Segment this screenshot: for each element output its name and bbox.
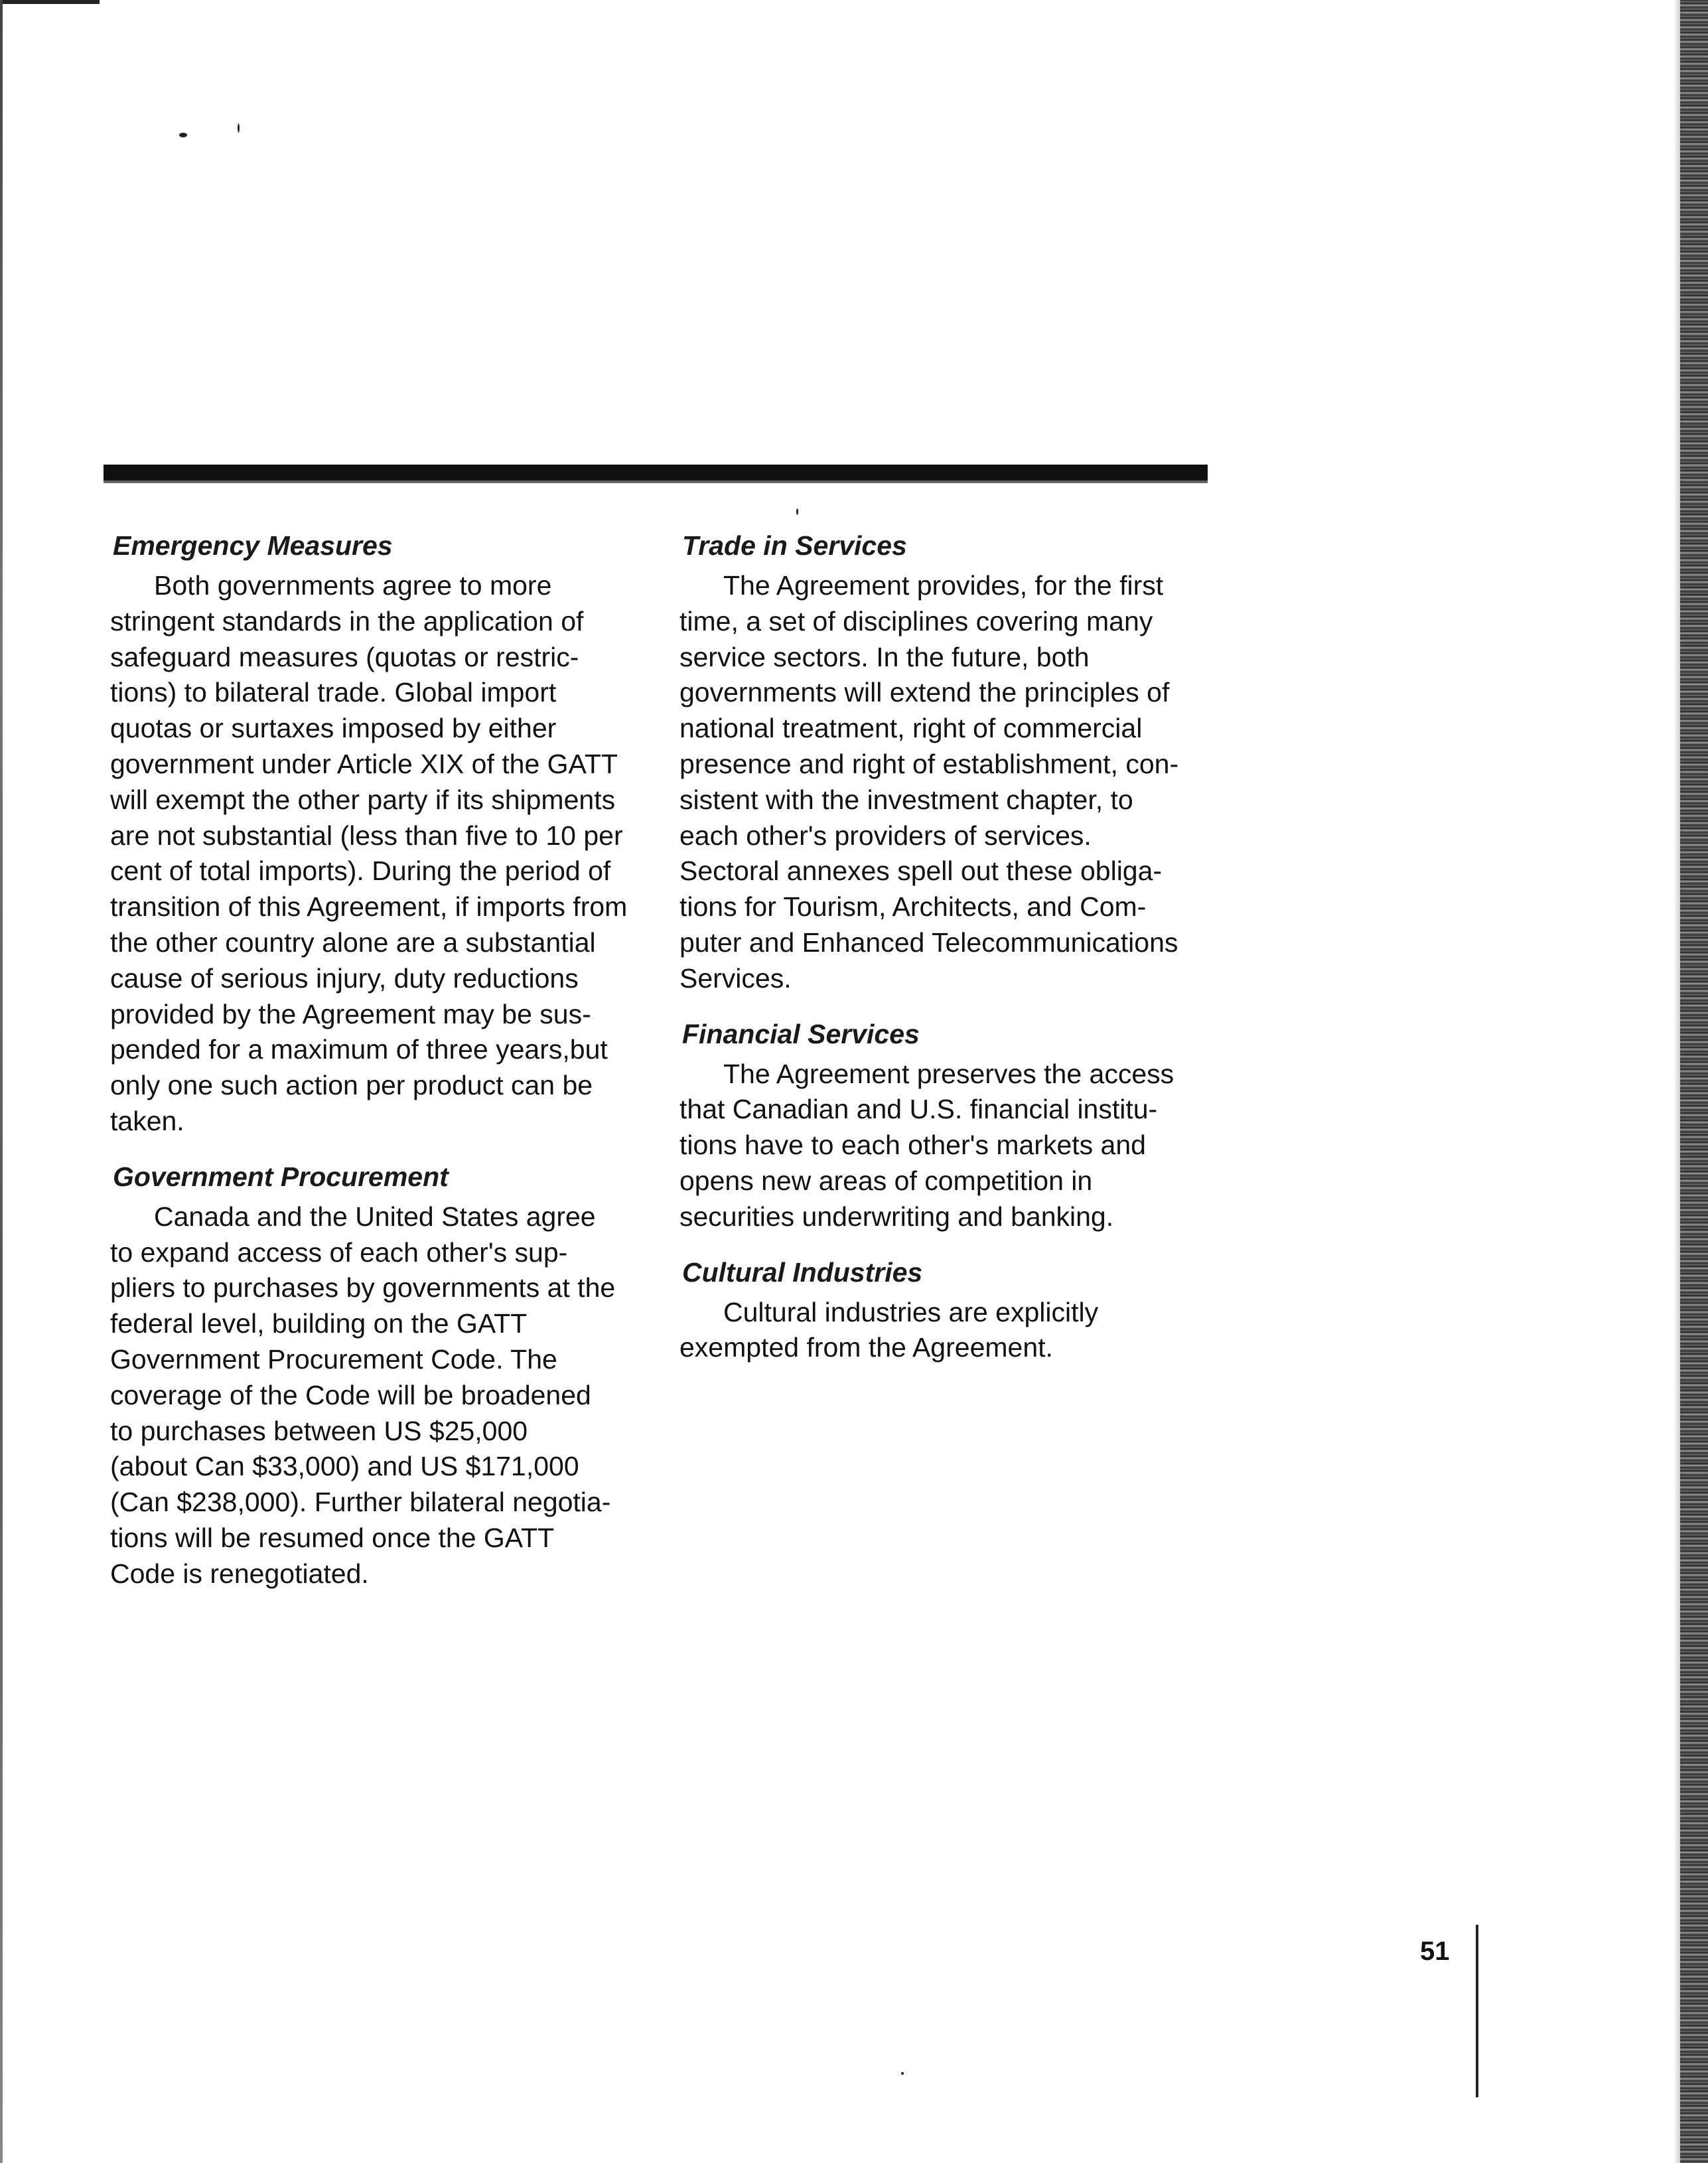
- scan-speck: [901, 2072, 904, 2075]
- section-government-procurement: [110, 1159, 654, 1592]
- scan-edge-shadow: [1673, 0, 1680, 2163]
- section-cultural-industries: [679, 1255, 1210, 1367]
- section-emergency-measures: [110, 528, 654, 1140]
- page-number-bar: [1476, 1925, 1478, 2097]
- scan-edge-left: [0, 0, 3, 2163]
- section-trade-in-services: [679, 528, 1210, 997]
- scan-speck: [796, 508, 798, 515]
- scan-speck: [238, 123, 240, 133]
- section-heading: Cultural Industries: [682, 1256, 923, 1288]
- section-body: Both governments agree to more stringent standards in the application of safeguard measures (quotas or restric- tions) to bilateral trade. Global import quotas or surtaxes imposed by either government under Article XIX of the GATT will exempt the other party if its shipments are not substantial (less than five to 10 per cent of total imports). During the period of transition of this Agreement, if imports from the other country alone are a substantial cause of serious injury, duty reductions provided by the Agreement may be sus- pended for a maximum of three years,but only one such action per product can be taken.: [110, 570, 628, 1136]
- section-body: Cultural industries are explicitly exempted from the Agreement.: [679, 1296, 1099, 1363]
- section-heading: Government Procurement: [113, 1161, 449, 1192]
- section-heading: Emergency Measures: [113, 530, 393, 561]
- section-body: The Agreement provides, for the first time, a set of disciplines covering many service sectors. In the future, both governments will extend the principles of national treatment, right of commercial presence and right of establishment, con- sistent with the investment chapter, to each other's providers of services. Sectoral annexes spell out these obliga- tions for Tourism, Architects, and Com- puter and Enhanced Telecommunications Services.: [679, 570, 1179, 994]
- left-column: [110, 528, 654, 1612]
- section-financial-services: [679, 1017, 1210, 1235]
- scan-edge-right: [1680, 0, 1708, 2163]
- page-number: 51: [1420, 1937, 1450, 1966]
- section-divider-rule: [104, 465, 1208, 483]
- section-body: The Agreement preserves the access that Canadian and U.S. financial institu- tions have to each other's markets and opens new areas of competition in securities underwriting and banking.: [679, 1058, 1174, 1232]
- right-column: [679, 528, 1210, 1386]
- scan-edge-top: [0, 0, 100, 4]
- scan-speck: [179, 133, 187, 137]
- section-heading: Financial Services: [682, 1018, 920, 1049]
- section-body: Canada and the United States agree to expand access of each other's sup- pliers to purchases by governments at the federal level, building on the GATT Government Procurement Code. The coverage of the Code will be broadened to purchases between US $25,000 (about Can $33,000) and US $171,000 (Can $238,000). Further bilateral negotia- tions will be resumed once the GATT Code is renegotiated.: [110, 1201, 616, 1589]
- section-heading: Trade in Services: [682, 530, 907, 561]
